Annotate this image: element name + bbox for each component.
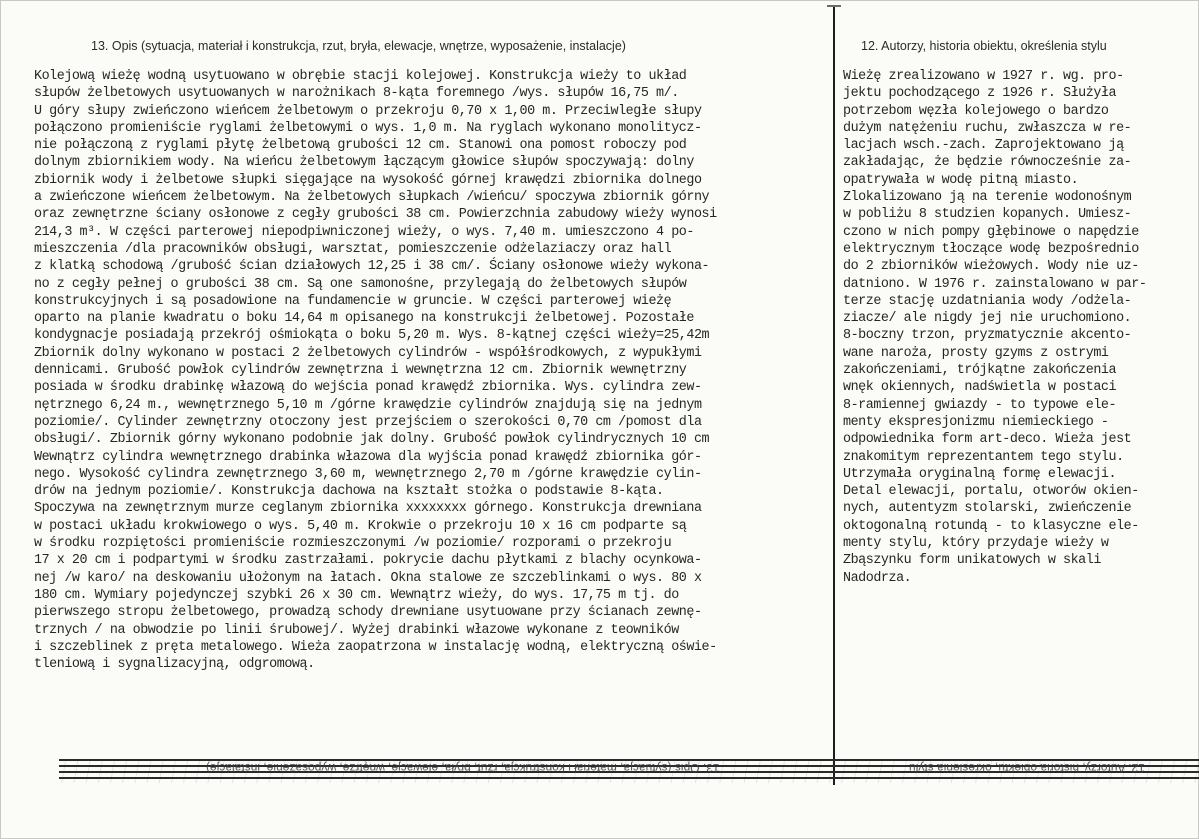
history-text — [843, 68, 1146, 587]
history-line: jektu pochodzącego z 1926 r. Służyła — [843, 86, 1117, 102]
description-line: trznych / na obwodzie po linii śrubowej/. Wyżej drabinki włazowe wykonane z teowników — [34, 622, 679, 638]
history-line: Zbąszynku form unikatowych w skali — [843, 553, 1101, 569]
description-line: 214,3 m³. W części parterowej niepodpiwniczonej wieży, o wys. 7,40 m. umieszczono 4 po- — [34, 224, 694, 240]
history-line: wane naroża, prosty gzyms z ostrymi — [843, 345, 1109, 361]
history-line: potrzebom węzła kolejowego o bardzo — [843, 103, 1109, 119]
description-line: Spoczywa na zewnętrznym murze ceglanym zbiornika xxxxxxxx górnego. Konstrukcja drewniana — [34, 501, 702, 517]
description-line: nego. Wysokość cylindra zewnętrznego 3,60 m, wewnętrznego 2,70 m /górne krawędzie cylin- — [34, 466, 702, 482]
history-line: Nadodrza. — [843, 570, 912, 586]
description-line: w postaci układu krokwiowego o wys. 5,40 m. Krokwie o przekroju 10 x 16 cm podparte są — [34, 518, 687, 534]
history-line: zakończeniami, trójkątne zakończenia — [843, 363, 1117, 379]
description-line: w środku rozpiętości promieniście rozmieszczonymi /w poziomie/ rozporami o przekroju — [34, 536, 672, 552]
history-line: w pobliżu 8 studzien kopanych. Umiesz- — [843, 207, 1132, 223]
history-line: odpowiednika form art-deco. Wieża jest — [843, 432, 1132, 448]
description-line: U góry słupy zwieńczono wieńcem żelbetowym o przekroju 0,70 x 1,00 m. Przeciwległe słupy — [34, 103, 702, 119]
history-line: menty ekspresjonizmu niemieckiego - — [843, 414, 1109, 430]
description-line: Wewnątrz cylindra wewnętrznego drabinka włazowa dla wyjścia ponad krawędź zbiornika gór- — [34, 449, 702, 465]
column-divider — [833, 7, 835, 785]
description-line: 17 x 20 cm i podpartymi w środku zastrzałami. pokrycie dachu płytkami z blachy ocynkowa- — [34, 553, 702, 569]
description-line: mieszczenia /dla pracowników obsługi, warsztat, pomieszczenie odżelaziaczy oraz hall — [34, 241, 672, 257]
history-line: lacjach wsch.-zach. Zaprojektowano ją — [843, 138, 1124, 154]
history-line: menty stylu, który przydaje wieży w — [843, 536, 1109, 552]
description-line: no z cegły pełnej o grubości 38 cm. Są one samonośne, przylegają do żelbetowych słupów — [34, 276, 687, 292]
history-line: ziacze/ ale nigdy jej nie uruchomiono. — [843, 311, 1132, 327]
section-13-header: 13. Opis (sytuacja, materiał i konstrukcja, rzut, bryła, elewacje, wnętrze, wyposażenie, instalacje) — [91, 39, 626, 53]
history-line: oktogonalną rotundą - to klasyczne ele- — [843, 518, 1139, 534]
description-line: nej /w karo/ na deskowaniu ułożonym na łatach. Okna stalowe ze szczeblinkami o wys. 80 x — [34, 570, 702, 586]
description-line: obsługi/. Zbiornik górny wykonano podobnie jak dolny. Grubość powłok cylindrycznych 10 cm — [34, 432, 710, 448]
history-line: datniono. W 1976 r. zainstalowano w par- — [843, 276, 1147, 292]
description-line: nie połączoną z ryglami płytę żelbetową grubości 12 cm. Stanowi ona pomost roboczy pod — [34, 138, 687, 154]
history-line: do 2 zbiorników wieżowych. Wody nie uz- — [843, 259, 1139, 275]
description-line: i szczeblinek z pręta metalowego. Wieża zaopatrzona w instalację wodną, elektryczną oświe- — [34, 639, 717, 655]
description-line: a zwieńczone wieńcem żelbetowym. Na żelbetowych słupkach /wieńcu/ spoczywa zbiornik górny — [34, 190, 710, 206]
history-line: 8-boczny trzon, pryzmatycznie akcento- — [843, 328, 1132, 344]
history-line: Utrzymała oryginalną formę elewacji. — [843, 466, 1117, 482]
description-line: dennicami. Grubość powłok cylindrów zewnętrzna i wewnętrzna 12 cm. Zbiornik wewnętrzny — [34, 363, 687, 379]
description-line: 180 cm. Wymiary pojedynczej szybki 26 x 30 cm. Wewnątrz wieży, do wys. 17,75 m tj. do — [34, 587, 679, 603]
history-line: opatrywała w wodę pitną miasto. — [843, 172, 1079, 188]
description-text — [34, 68, 717, 673]
history-line: elektrycznym tłoczące wodę bezpośrednio — [843, 241, 1139, 257]
description-line: tleniową i sygnalizacyjną, odgromową. — [34, 657, 315, 673]
description-line: słupów żelbetowych usytuowanych w narożnikach 8-kąta foremnego /wys. słupów 16,75 m/. — [34, 86, 679, 102]
description-line: zbiornik wody i żelbetowe słupki sięgające na wysokość górnej krawędzi zbiornika dolnego — [34, 172, 702, 188]
history-line: znakomitym reprezentantem tego stylu. — [843, 449, 1124, 465]
description-line: kondygnacje posiadają przekrój ośmiokąta o boku 5,20 m. Wys. 8-kątnej części wieży=25,42m — [34, 328, 710, 344]
history-line: terze stację uzdatniania wody /odżela- — [843, 293, 1132, 309]
description-line: nętrznego 6,24 m., wewnętrznego 5,10 m /górne krawędzie cylindrów znajdują się na jednym — [34, 397, 702, 413]
history-line: czono w nich pompy głębinowe o napędzie — [843, 224, 1139, 240]
description-line: z klatką schodową /grubość ścian działowych 12,25 i 38 cm/. Ściany osłonowe wieży wykona- — [34, 259, 710, 275]
mirrored-header-13: 13. Opis (sytuacja, materiał i konstrukcja, rzut, bryła, elewacje, wnętrze, wyposażenie, instalacje) — [206, 761, 720, 775]
description-line: posiada w środku drabinkę włazową do wejścia ponad krawędź zbiornika. Wys. cylindra zew- — [34, 380, 702, 396]
description-line: oraz zewnętrzne ściany osłonowe z cegły grubości 38 cm. Powierzchnia zabudowy wieży wynosi — [34, 207, 717, 223]
history-line: nych, autentyzm stolarski, zwieńczenie — [843, 501, 1132, 517]
section-12-header: 12. Autorzy, historia obiektu, określenia stylu — [861, 39, 1107, 53]
description-line: dolnym zbiornikiem wody. Na wieńcu żelbetowym łączącym głowice słupów spoczywają: dolny — [34, 155, 694, 171]
history-line: Zlokalizowano ją na terenie wodonośnym — [843, 190, 1132, 206]
history-line: Wieżę zrealizowano w 1927 r. wg. pro- — [843, 69, 1124, 84]
description-line: Kolejową wieżę wodną usytuowano w obrębie stacji kolejowej. Konstrukcja wieży to układ — [34, 69, 687, 84]
history-line: wnęk okiennych, nadświetla w postaci — [843, 380, 1117, 396]
description-line: konstrukcyjnych i są posadowione na fundamencie w gruncie. W części parterowej wieżę — [34, 293, 672, 309]
description-line: drów na jednym poziomie/. Konstrukcja dachowa na kształt stożka o podstawie 8-kąta. — [34, 484, 664, 500]
description-line: oparto na planie kwadratu o boku 14,64 m opisanego na konstrukcji żelbetowej. Pozostałe — [34, 311, 694, 327]
description-line: Zbiornik dolny wykonano w postaci 2 żelbetowych cylindrów - współśrodkowych, z wypukłymi — [34, 345, 702, 361]
description-line: pierwszego stropu żelbetowego, prowadzą schody drewniane usytuowane przy ścianach zewnę- — [34, 605, 702, 621]
history-line: Detal elewacji, portalu, otworów okien- — [843, 484, 1139, 500]
history-line: dużym natężeniu ruchu, zwłaszcza w re- — [843, 120, 1132, 136]
history-line: 8-ramiennej gwiazdy - to typowe ele- — [843, 397, 1117, 413]
description-line: poziomie/. Cylinder zewnętrzny otoczony jest przejściem o szerokości 0,70 cm /pomost dla — [34, 414, 702, 430]
mirrored-header-12: 12. Autorzy, historia obiektu, określenia stylu — [909, 761, 1145, 775]
history-line: zakładając, że będzie równocześnie za- — [843, 155, 1132, 171]
description-line: połączono promieniście ryglami żelbetowymi o wys. 1,0 m. Na ryglach wykonano monolitycz- — [34, 120, 702, 136]
